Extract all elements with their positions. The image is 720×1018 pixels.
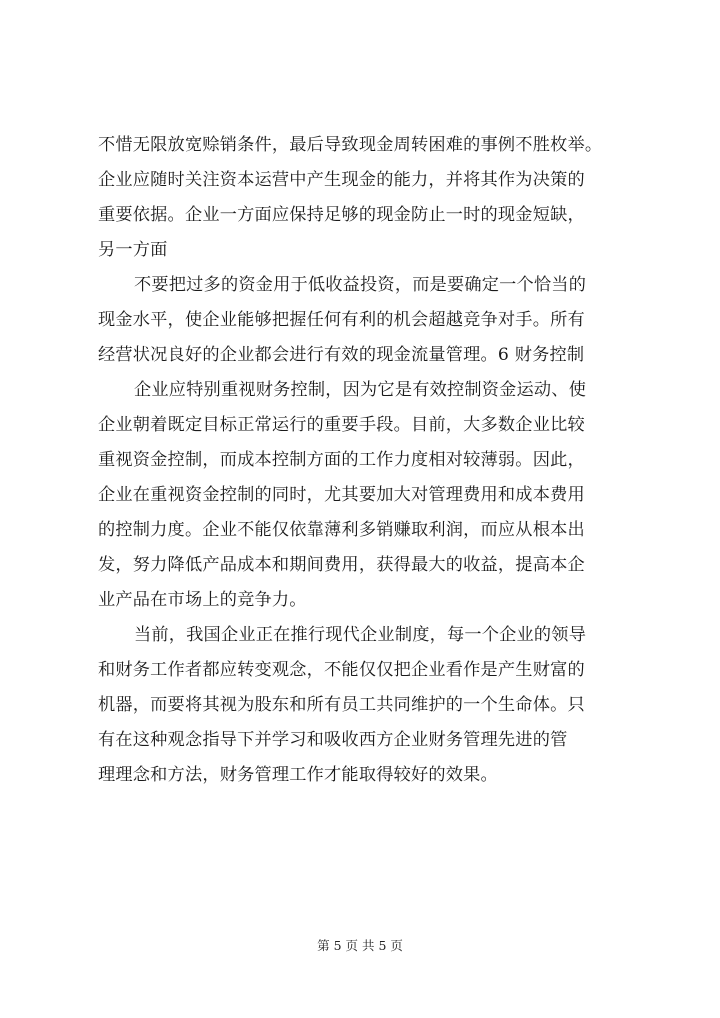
paragraph-start-line: 不要把过多的资金用于低收益投资，而是要确定一个恰当的 (134, 275, 587, 295)
text-line: 不惜无限放宽赊销条件，最后导致现金周转困难的事例不胜枚举。 (98, 135, 603, 155)
page-footer (0, 936, 720, 956)
paragraph-start-line: 当前，我国企业正在推行现代企业制度，每一个企业的领导 (134, 625, 587, 645)
text-line: 企业朝着既定目标正常运行的重要手段。目前，大多数企业比较 (98, 415, 585, 435)
paragraph-start-line: 企业应特别重视财务控制，因为它是有效控制资金运动、使 (134, 380, 587, 400)
text-line: 重视资金控制，而成本控制方面的工作力度相对较薄弱。因此， (98, 450, 585, 470)
text-line: 经营状况良好的企业都会进行有效的现金流量管理。6 财务控制 (98, 345, 585, 365)
text-line: 的控制力度。企业不能仅依靠薄利多销赚取利润，而应从根本出 (98, 520, 585, 540)
page-number-label: 第 5 页 共 5 页 (317, 938, 403, 953)
text-line: 和财务工作者都应转变观念，不能仅仅把企业看作是产生财富的 (98, 660, 585, 680)
text-line: 另一方面 (98, 240, 168, 260)
text-line: 重要依据。企业一方面应保持足够的现金防止一时的现金短缺， (98, 205, 585, 225)
text-line: 企业应随时关注资本运营中产生现金的能力，并将其作为决策的 (98, 170, 585, 190)
text-line: 企业在重视资金控制的同时，尤其要加大对管理费用和成本费用 (98, 485, 585, 505)
text-line: 有在这种观念指导下并学习和吸收西方企业财务管理先进的管 (98, 730, 568, 750)
body-text (98, 128, 658, 793)
text-line: 业产品在市场上的竞争力。 (98, 590, 307, 610)
text-line: 现金水平，使企业能够把握任何有利的机会超越竞争对手。所有 (98, 310, 585, 330)
text-line: 机器，而要将其视为股东和所有员工共同维护的一个生命体。只 (98, 695, 585, 715)
text-line: 发，努力降低产品成本和期间费用，获得最大的收益，提高本企 (98, 555, 585, 575)
text-line: 理理念和方法，财务管理工作才能取得较好的效果。 (98, 765, 498, 785)
